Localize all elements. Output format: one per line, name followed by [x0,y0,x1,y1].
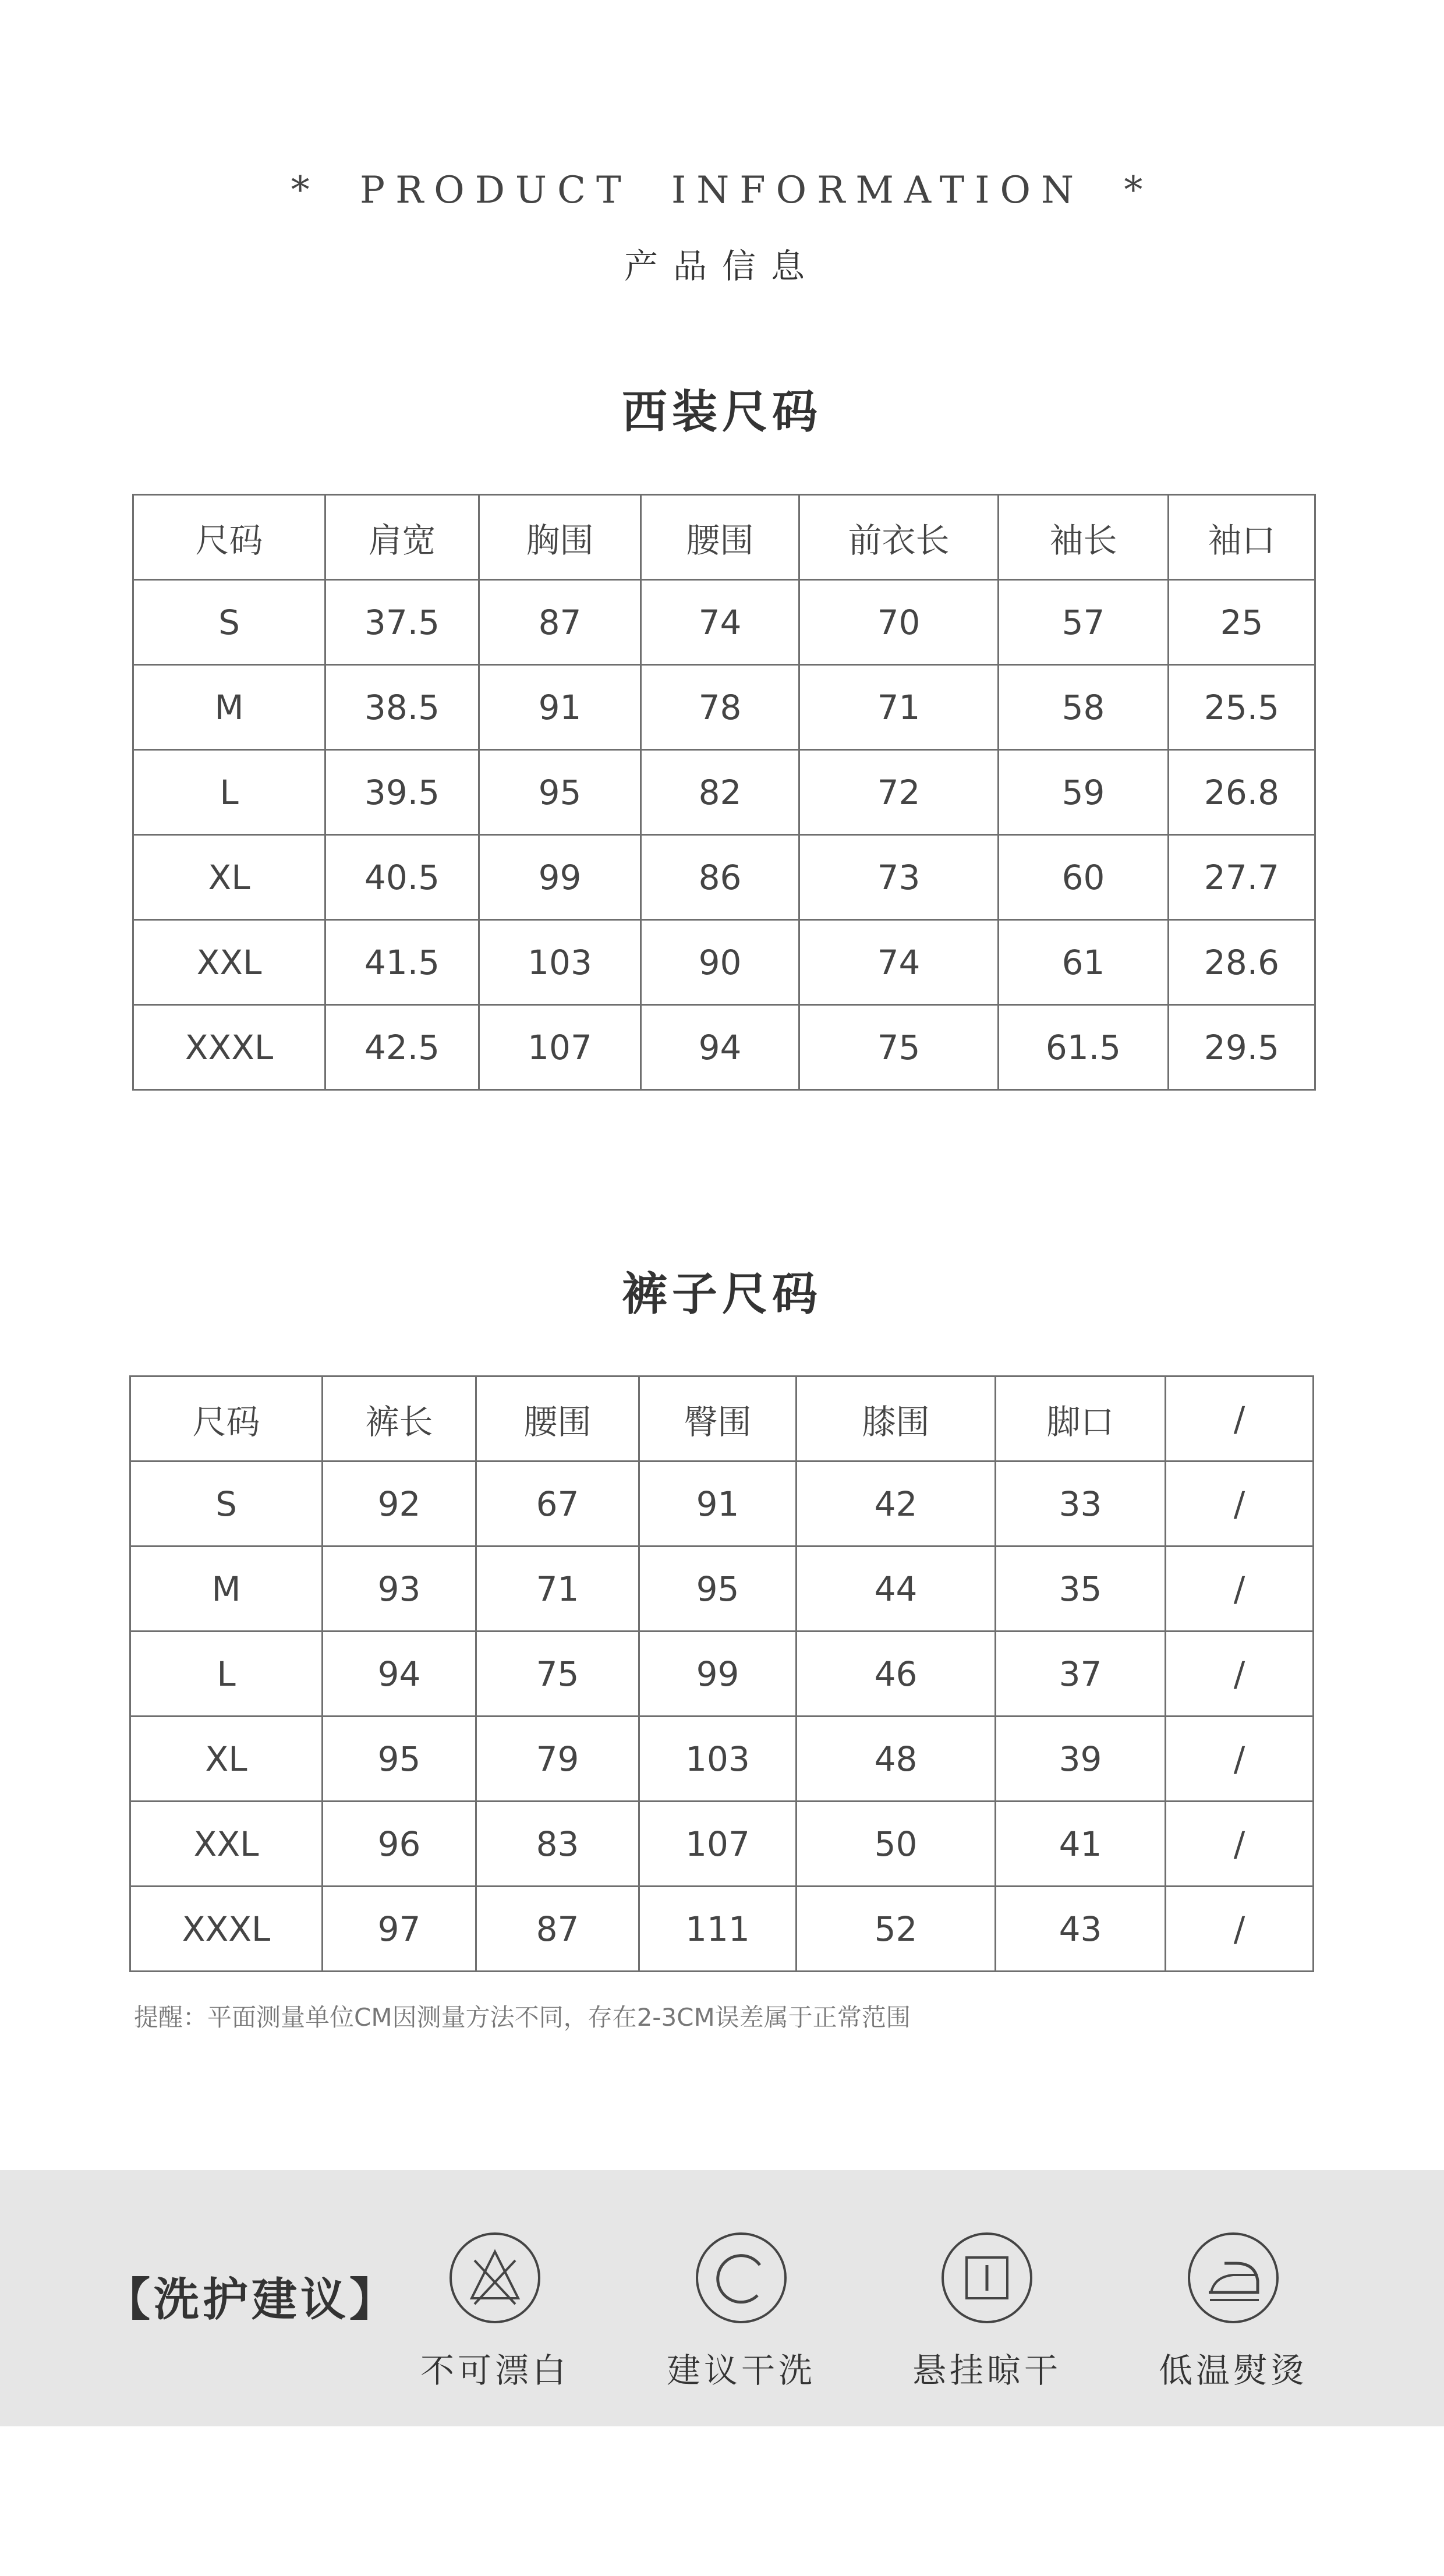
table-header-cell: 臀围 [639,1377,797,1462]
table-cell: L [133,750,325,835]
table-cell: 39.5 [325,750,479,835]
table-header-cell: 腰围 [641,495,799,580]
chinese-title: 产品信息 [624,246,820,286]
table-cell: XL [130,1717,323,1802]
table-header-cell: / [1166,1377,1314,1462]
table-cell: 37 [996,1632,1166,1717]
care-text: 不可漂白 [420,2351,569,2390]
table-cell: 52 [797,1887,996,1972]
table-cell: 73 [799,835,999,920]
table-cell: M [130,1547,323,1632]
table-cell: 74 [799,920,999,1005]
table-row [133,1005,1315,1090]
table-row [133,580,1315,665]
table-cell: 82 [641,750,799,835]
table-row [133,665,1315,750]
table-cell: 50 [797,1802,996,1887]
table-header-row [133,495,1315,580]
table-cell: 57 [999,580,1169,665]
table-cell: 86 [641,835,799,920]
table-cell: 37.5 [325,580,479,665]
table-cell: 29.5 [1169,1005,1315,1090]
table-cell: 41.5 [325,920,479,1005]
table-row [133,920,1315,1005]
suit-size-table [132,494,1316,1091]
table-cell: XXL [130,1802,323,1887]
table-cell: 60 [999,835,1169,920]
table-cell: XXXL [133,1005,325,1090]
care-item-hang-dry [900,2231,1074,2392]
table-cell: S [130,1462,323,1547]
care-item-low-iron [1146,2231,1321,2392]
table-cell: 27.7 [1169,835,1315,920]
table-cell: S [133,580,325,665]
table-cell: 70 [799,580,999,665]
table-cell: / [1166,1547,1314,1632]
table-row [130,1632,1314,1717]
table-cell: XL [133,835,325,920]
care-item-dry-clean [654,2231,829,2392]
table-cell: 38.5 [325,665,479,750]
table-header-cell: 腰围 [476,1377,639,1462]
care-section [0,2170,1444,2426]
low-iron-icon [1187,2231,1280,2324]
table-header-cell: 裤长 [323,1377,476,1462]
pants-size-table [129,1375,1314,1972]
table-cell: 91 [639,1462,797,1547]
table-cell: 95 [323,1717,476,1802]
table-row [130,1547,1314,1632]
measurement-note: 提醒：平面测量单位CM因测量方法不同，存在2-3CM误差属于正常范围 [134,2003,911,2032]
table-cell: 93 [323,1547,476,1632]
table-cell: 99 [479,835,641,920]
table-cell: 96 [323,1802,476,1887]
table-cell: 94 [323,1632,476,1717]
care-item-no-bleach [408,2231,582,2392]
table-cell: 78 [641,665,799,750]
table-row [133,750,1315,835]
table-cell: 71 [799,665,999,750]
table-header-cell: 尺码 [130,1377,323,1462]
table-cell: / [1166,1717,1314,1802]
table-cell: / [1166,1632,1314,1717]
table-cell: 97 [323,1887,476,1972]
table-cell: 107 [479,1005,641,1090]
table-cell: 71 [476,1547,639,1632]
table-cell: 61 [999,920,1169,1005]
table-header-row [130,1377,1314,1462]
table-cell: 83 [476,1802,639,1887]
table-cell: 28.6 [1169,920,1315,1005]
table-cell: 58 [999,665,1169,750]
table-cell: 61.5 [999,1005,1169,1090]
table-cell: XXXL [130,1887,323,1972]
table-cell: 111 [639,1887,797,1972]
table-cell: 44 [797,1547,996,1632]
table-cell: 107 [639,1802,797,1887]
table-cell: 95 [639,1547,797,1632]
table-row [130,1802,1314,1887]
care-text: 低温熨烫 [1158,2351,1308,2390]
table-cell: 99 [639,1632,797,1717]
table-cell: / [1166,1887,1314,1972]
table-cell: 74 [641,580,799,665]
table-row [133,835,1315,920]
table-cell: 91 [479,665,641,750]
table-header-cell: 肩宽 [325,495,479,580]
table-header-cell: 胸围 [479,495,641,580]
table-header-cell: 前衣长 [799,495,999,580]
table-cell: 39 [996,1717,1166,1802]
table-cell: 67 [476,1462,639,1547]
table-cell: 40.5 [325,835,479,920]
table-cell: M [133,665,325,750]
table-cell: 75 [476,1632,639,1717]
care-label: 【洗护建议】 [105,2274,399,2326]
table-cell: 72 [799,750,999,835]
table-header-cell: 袖口 [1169,495,1315,580]
dry-clean-icon [695,2231,788,2324]
table-cell: XXL [133,920,325,1005]
suit-size-title: 西装尺码 [621,386,822,438]
table-cell: 35 [996,1547,1166,1632]
table-cell: 75 [799,1005,999,1090]
table-cell: 95 [479,750,641,835]
english-title: * PRODUCT INFORMATION * [291,169,1153,212]
table-cell: L [130,1632,323,1717]
table-cell: 42 [797,1462,996,1547]
table-cell: 92 [323,1462,476,1547]
table-cell: 43 [996,1887,1166,1972]
table-row [130,1462,1314,1547]
table-cell: 46 [797,1632,996,1717]
table-header-cell: 袖长 [999,495,1169,580]
table-cell: 26.8 [1169,750,1315,835]
table-cell: 42.5 [325,1005,479,1090]
hang-dry-icon [940,2231,1034,2324]
table-cell: 103 [479,920,641,1005]
table-cell: 48 [797,1717,996,1802]
care-text: 建议干洗 [666,2351,816,2390]
table-cell: 90 [641,920,799,1005]
care-text: 悬挂晾干 [912,2351,1061,2390]
table-cell: 79 [476,1717,639,1802]
table-cell: 33 [996,1462,1166,1547]
table-cell: 87 [476,1887,639,1972]
table-header-cell: 膝围 [797,1377,996,1462]
table-header-cell: 尺码 [133,495,325,580]
table-cell: 41 [996,1802,1166,1887]
table-row [130,1717,1314,1802]
no-bleach-icon [448,2231,542,2324]
table-row [130,1887,1314,1972]
table-cell: 87 [479,580,641,665]
table-cell: 94 [641,1005,799,1090]
table-header-cell: 脚口 [996,1377,1166,1462]
table-cell: 25 [1169,580,1315,665]
table-cell: 103 [639,1717,797,1802]
table-cell: 59 [999,750,1169,835]
table-cell: 25.5 [1169,665,1315,750]
pants-size-title: 裤子尺码 [621,1268,822,1321]
table-cell: / [1166,1462,1314,1547]
table-cell: / [1166,1802,1314,1887]
